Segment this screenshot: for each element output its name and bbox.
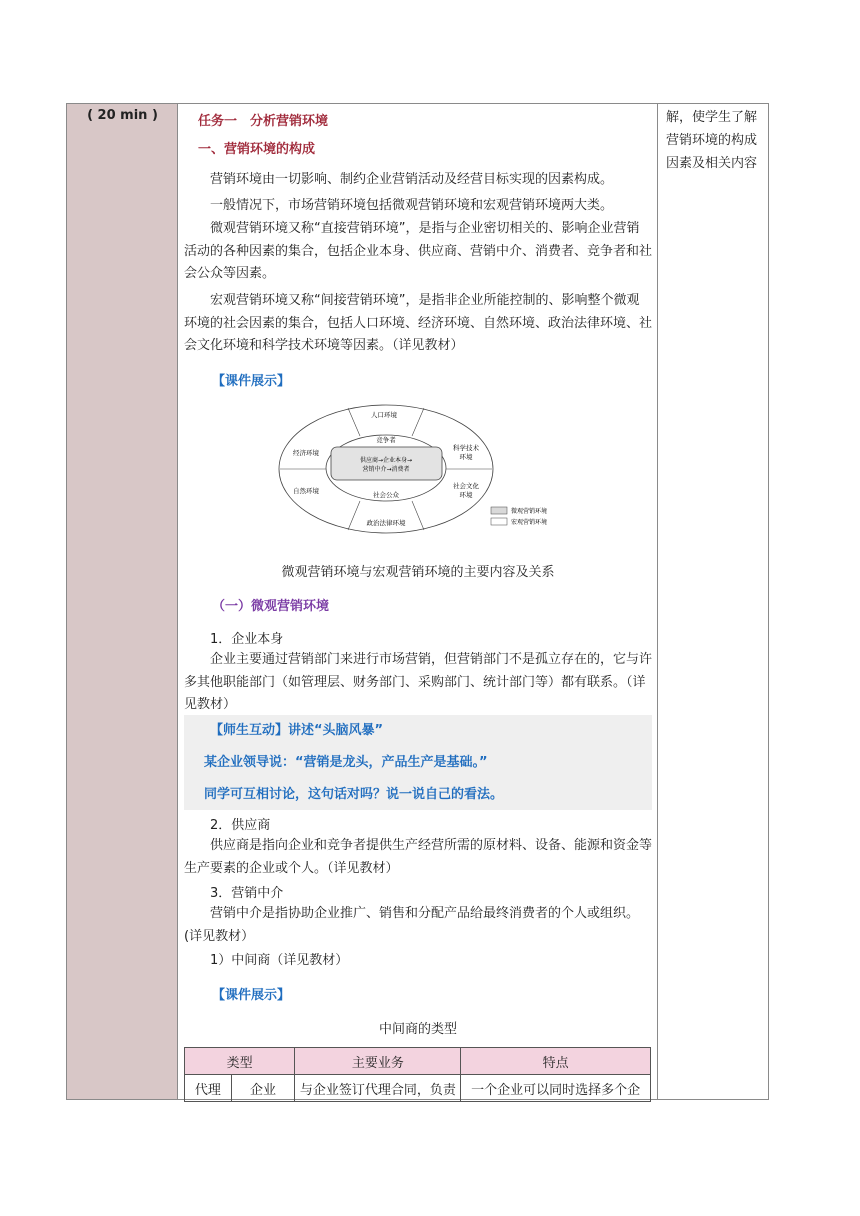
table-header-cell: 类型	[185, 1048, 295, 1075]
table-header-cell: 特点	[461, 1048, 651, 1075]
diagram-label: 经济环境	[293, 449, 319, 457]
courseware-label: 【课件展示】	[212, 988, 291, 1003]
item-heading: 2．供应商	[210, 818, 271, 833]
paragraph: 企业主要通过营销部门来进行市场营销，但营销部门不是孤立存在的，它与许多其他职能部门（如管理层、财务部门、采购部门、统计部门等）都有联系。（详见教材）	[184, 652, 653, 713]
note-line: 解，使学生了解	[666, 110, 758, 125]
diagram-label: 社会公众	[373, 491, 399, 499]
item-heading: 1）中间商（详见教材）	[210, 953, 349, 968]
time-column	[67, 104, 178, 1099]
note-line: 营销环境的构成	[666, 133, 758, 148]
paragraph: 营销环境由一切影响、制约企业营销活动及经营目标实现的因素构成。	[210, 172, 614, 187]
table-cell: 企业	[231, 1075, 295, 1102]
interaction-line: 某企业领导说：“营销是龙头，产品生产是基础。”	[204, 755, 488, 770]
paragraph: 营销中介是指协助企业推广、销售和分配产品给最终消费者的个人或组织。(详见教材）	[184, 906, 640, 944]
diagram-label: 供应商→企业本身→	[359, 457, 413, 464]
figure-caption: 微观营销环境与宏观营销环境的主要内容及关系	[281, 565, 555, 580]
section-title: 一、营销环境的构成	[198, 142, 316, 157]
table-caption: 中间商的类型	[378, 1022, 457, 1037]
legend-label: 微观营销环境	[511, 508, 548, 515]
diagram-label: 科学技术	[453, 444, 479, 452]
paragraph: 微观营销环境又称“直接营销环境”，是指与企业密切相关的、影响企业营销活动的各种因素的集合，包括企业本身、供应商、营销中介、消费者、竞争者和社会公众等因素。	[184, 221, 653, 282]
notes-column	[658, 104, 768, 1099]
interaction-line: 同学可互相讨论，这句话对吗？说一说自己的看法。	[204, 787, 504, 802]
paragraph: 供应商是指向企业和竞争者提供生产经营所需的原材料、设备、能源和资金等生产要素的企业或个人。（详见教材）	[184, 838, 653, 876]
lesson-table	[66, 103, 769, 1100]
paragraph: 宏观营销环境又称“间接营销环境”，是指非企业所能控制的、影响整个微观环境的社会因素的集合，包括人口环境、经济环境、自然环境、政治法律环境、社会文化环境和科学技术环境等因素。（详见教材）	[184, 293, 653, 354]
table-cell: 一个企业可以同时选择多个企	[461, 1075, 651, 1102]
diagram-label: 环境	[459, 453, 473, 461]
interaction-box	[184, 715, 652, 810]
content-column	[178, 104, 658, 1099]
task-title: 任务一 分析营销环境	[198, 114, 329, 129]
diagram-label: 政治法律环境	[366, 519, 406, 527]
diagram-label: 社会文化	[453, 482, 479, 490]
diagram-label: 竞争者	[376, 436, 396, 444]
teaching-note	[666, 106, 766, 175]
diagram-label: 人口环境	[371, 411, 397, 419]
item-heading: 3．营销中介	[210, 886, 284, 901]
courseware-label: 【课件展示】	[212, 374, 291, 389]
diagram-label: 自然环境	[293, 487, 319, 495]
diagram-label: 营销中介→消费者	[362, 466, 410, 473]
subsection-title: （一）微观营销环境	[212, 599, 330, 614]
note-line: 因素及相关内容	[666, 156, 758, 171]
table-header-row	[185, 1048, 651, 1075]
table-cell: 与企业签订代理合同，负责	[295, 1075, 461, 1102]
diagram-label: 环境	[459, 491, 473, 499]
paragraph: 一般情况下，市场营销环境包括微观营销环境和宏观营销环境两大类。	[210, 198, 614, 213]
environment-diagram	[278, 400, 578, 536]
table-cell: 代理	[185, 1075, 232, 1102]
time-label: ( 20 min )	[87, 108, 158, 123]
interaction-title: 【师生互动】讲述“头脑风暴”	[210, 723, 384, 738]
table-header-cell: 主要业务	[295, 1048, 461, 1075]
item-heading: 1．企业本身	[210, 632, 284, 647]
legend-label: 宏观营销环境	[511, 519, 548, 526]
intermediary-table	[184, 1047, 651, 1102]
table-row	[185, 1075, 651, 1102]
